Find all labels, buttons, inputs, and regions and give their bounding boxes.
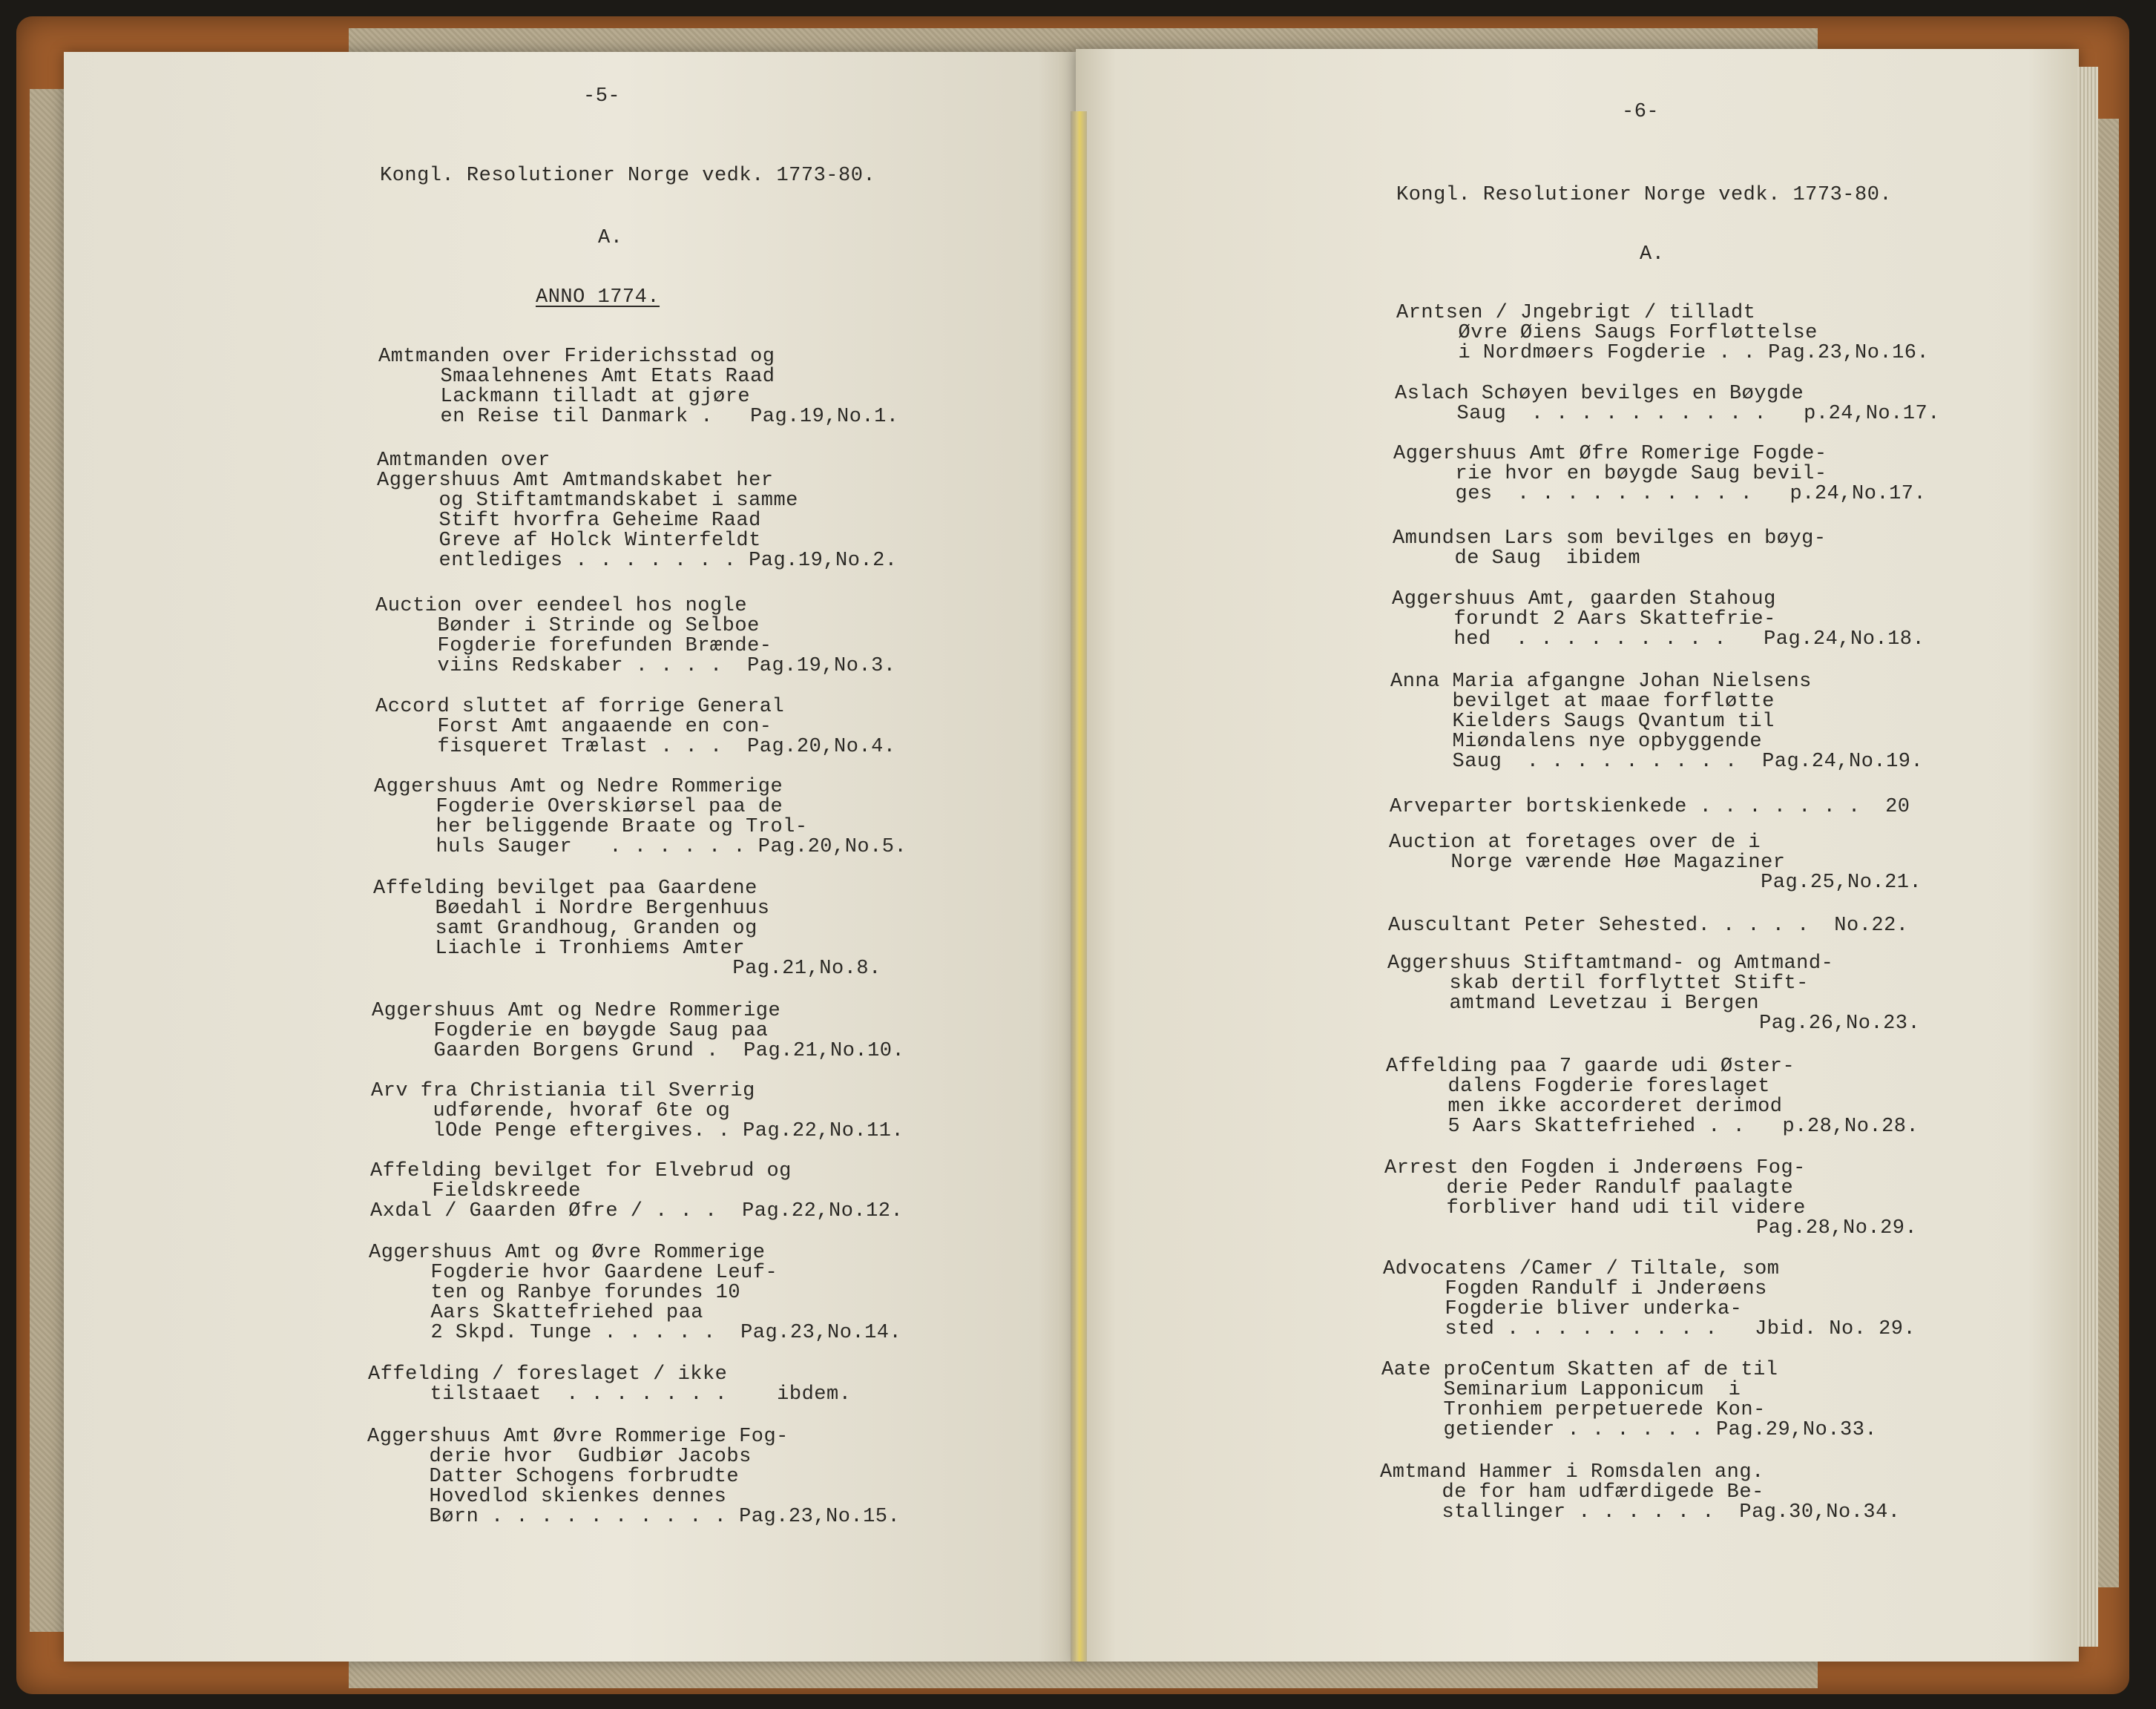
entry-line: Arv fra Christiania til Sverrig — [371, 1080, 755, 1102]
left-section-letter: A. — [598, 227, 623, 249]
entry-line: Greve af Holck Winterfeldt — [377, 530, 761, 552]
entry-line: Pag.28,No.29. — [1384, 1217, 1918, 1239]
right-section-letter: A. — [1640, 243, 1665, 266]
left-index-entry — [371, 1081, 904, 1142]
entry-line: Aars Skattefriehed paa — [369, 1302, 703, 1324]
entry-line: stallinger . . . . . . Pag.30,No.34. — [1380, 1501, 1901, 1524]
entry-line: Advocatens /Camer / Tiltale, som — [1383, 1258, 1780, 1280]
right-index-entry — [1388, 916, 1909, 936]
right-page-number: -6- — [1622, 101, 1660, 123]
entry-line: de for ham udfærdigede Be- — [1380, 1481, 1764, 1504]
entry-line: tilstaaet . . . . . . . ibdem. — [368, 1383, 852, 1406]
right-index-entry — [1389, 833, 1922, 893]
entry-line: Arveparter bortskienkede . . . . . . . 20 — [1390, 796, 1910, 818]
entry-line: Amtmand Hammer i Romsdalen ang. — [1380, 1461, 1764, 1484]
entry-line: Kielders Saugs Qvantum til — [1390, 711, 1775, 733]
left-index-entry — [372, 1001, 904, 1061]
entry-line: Forst Amt angaaende en con- — [375, 716, 772, 738]
right-index-entry — [1384, 1159, 1917, 1239]
left-index-entry — [378, 347, 899, 427]
entry-line: samt Grandhoug, Granden og — [373, 918, 757, 940]
entry-line: Saug . . . . . . . . . Pag.24,No.19. — [1390, 751, 1924, 773]
entry-line: Hovedlod skienkes dennes — [367, 1486, 727, 1508]
entry-line: Aggershuus Amt Amtmandskabet her — [377, 470, 774, 492]
book-spine — [1071, 111, 1087, 1662]
entry-line: lOde Penge eftergives. . Pag.22,No.11. — [371, 1120, 904, 1142]
entry-line: Aggershuus Amt Øvre Rommerige Fog- — [367, 1426, 789, 1448]
entry-line: Amtmanden over Friderichsstad og — [378, 346, 775, 368]
entry-line: Affelding paa 7 gaarde udi Øster- — [1386, 1056, 1795, 1078]
entry-line: sted . . . . . . . . . Jbid. No. 29. — [1383, 1318, 1916, 1340]
left-index-entry — [377, 451, 898, 571]
entry-line: Lackmann tilladt at gjøre — [378, 386, 751, 408]
entry-line: Amtmanden over — [377, 450, 550, 472]
right-index-entry — [1396, 303, 1929, 363]
entry-line: Affelding bevilget for Elvebrud og — [370, 1160, 792, 1182]
right-index-entry — [1380, 1463, 1901, 1523]
anno-heading: ANNO 1774. — [536, 286, 660, 309]
entry-line: Aggershuus Amt Øfre Romerige Fogde- — [1393, 443, 1827, 465]
entry-line: hed . . . . . . . . . Pag.24,No.18. — [1392, 628, 1925, 651]
right-index-entry — [1381, 1360, 1877, 1440]
entry-line: Fogden Randulf i Jnderøens — [1383, 1278, 1767, 1300]
entry-line: bevilget at maae forfløtte — [1390, 691, 1775, 713]
entry-line: dalens Fogderie foreslaget — [1386, 1076, 1770, 1098]
entry-line: Fogderie forefunden Brænde- — [375, 635, 772, 657]
left-index-entry — [375, 697, 896, 757]
entry-line: Aggershuus Stiftamtmand- og Amtmand- — [1387, 952, 1834, 975]
entry-line: getiender . . . . . . Pag.29,No.33. — [1381, 1419, 1878, 1441]
entry-line: Aslach Schøyen bevilges en Bøygde — [1395, 383, 1804, 405]
entry-line: derie hvor Gudbiør Jacobs — [367, 1446, 752, 1468]
entry-line: Aggershuus Amt og Nedre Rommerige — [374, 776, 783, 798]
entry-line: entlediges . . . . . . . Pag.19,No.2. — [377, 550, 898, 572]
entry-line: Øvre Øiens Saugs Forfløttelse — [1396, 322, 1818, 344]
entry-line: Auscultant Peter Sehested. . . . . No.22. — [1388, 915, 1909, 937]
right-index-entry — [1392, 590, 1925, 650]
entry-line: en Reise til Danmark . Pag.19,No.1. — [378, 406, 899, 428]
entry-line: Fogderie en bøygde Saug paa — [372, 1020, 769, 1042]
left-index-entry — [369, 1243, 901, 1343]
entry-line: men ikke accorderet derimod — [1386, 1096, 1783, 1118]
entry-line: amtmand Levetzau i Bergen — [1387, 992, 1760, 1015]
entry-line: skab dertil forflyttet Stift- — [1387, 972, 1809, 995]
entry-line: rie hvor en bøygde Saug bevil- — [1393, 463, 1827, 485]
entry-line: Affelding / foreslaget / ikke — [368, 1363, 728, 1386]
page-stack-edge — [2077, 67, 2098, 1647]
left-index-entry — [370, 1162, 903, 1222]
entry-line: i Nordmøers Fogderie . . Pag.23,No.16. — [1396, 342, 1930, 364]
entry-line: Bøedahl i Nordre Bergenhuus — [373, 898, 770, 920]
entry-line: Auction over eendeel hos nogle — [375, 595, 748, 617]
entry-line: Pag.26,No.23. — [1387, 1012, 1921, 1035]
entry-line: Stift hvorfra Geheime Raad — [377, 510, 761, 532]
entry-line: udførende, hvoraf 6te og — [371, 1100, 731, 1122]
entry-line: 2 Skpd. Tunge . . . . . Pag.23,No.14. — [369, 1322, 902, 1344]
entry-line: Seminarium Lapponicum i — [1381, 1379, 1741, 1401]
left-index-entry — [374, 777, 907, 857]
left-index-entry — [367, 1427, 900, 1527]
entry-line: Arrest den Fogden i Jnderøens Fog- — [1384, 1157, 1806, 1179]
entry-line: Aggershuus Amt, gaarden Stahoug — [1392, 588, 1776, 610]
left-index-entry — [375, 596, 896, 676]
left-index-entry — [373, 879, 881, 979]
entry-line: ten og Ranbye forundes 10 — [369, 1282, 741, 1304]
entry-line: fisqueret Trælast . . . Pag.20,No.4. — [375, 736, 896, 758]
right-index-entry — [1393, 529, 1827, 569]
entry-line: Axdal / Gaarden Øfre / . . . Pag.22,No.12. — [370, 1200, 904, 1222]
entry-line: derie Peder Randulf paalagte — [1384, 1177, 1794, 1199]
entry-line: Smaalehnenes Amt Etats Raad — [378, 366, 775, 388]
entry-line: Pag.25,No.21. — [1389, 872, 1922, 894]
entry-line: Fieldskreede — [370, 1180, 581, 1202]
entry-line: Auction at foretages over de i — [1389, 832, 1761, 854]
left-page-number: -5- — [583, 85, 621, 108]
entry-line: Aggershuus Amt og Øvre Rommerige — [369, 1242, 766, 1264]
entry-line: Amundsen Lars som bevilges en bøyg- — [1393, 527, 1827, 550]
entry-line: Norge værende Høe Magaziner — [1389, 852, 1786, 874]
left-index-entry — [368, 1365, 851, 1405]
entry-line: Accord sluttet af forrige General — [375, 696, 785, 718]
entry-line: Bønder i Strinde og Selboe — [375, 615, 760, 637]
right-index-entry — [1390, 672, 1923, 772]
entry-line: Pag.21,No.8. — [373, 958, 881, 980]
right-index-entry — [1390, 797, 1910, 817]
right-page-heading: Kongl. Resolutioner Norge vedk. 1773-80. — [1396, 184, 1893, 206]
entry-line: Datter Schogens forbrudte — [367, 1466, 740, 1488]
entry-line: Anna Maria afgangne Johan Nielsens — [1390, 671, 1812, 693]
entry-line: Saug . . . . . . . . . . p.24,No.17. — [1395, 403, 1940, 425]
entry-line: Liachle i Tronhiems Amter — [373, 938, 746, 960]
entry-line: ges . . . . . . . . . . p.24,No.17. — [1393, 483, 1927, 505]
right-index-entry — [1386, 1057, 1919, 1137]
entry-line: Aate proCentum Skatten af de til — [1381, 1359, 1778, 1381]
entry-line: Gaarden Borgens Grund . Pag.21,No.10. — [372, 1040, 905, 1062]
entry-line: Arntsen / Jngebrigt / tilladt — [1396, 302, 1756, 324]
entry-line: og Stiftamtmandskabet i samme — [377, 490, 798, 512]
entry-line: forundt 2 Aars Skattefrie- — [1392, 608, 1776, 630]
entry-line: Miøndalens nye opbyggende — [1390, 731, 1763, 753]
entry-line: forbliver hand udi til videre — [1384, 1197, 1806, 1219]
entry-line: Affelding bevilget paa Gaardene — [373, 877, 757, 900]
right-index-entry — [1387, 954, 1920, 1034]
entry-line: Aggershuus Amt og Nedre Rommerige — [372, 1000, 781, 1022]
right-index-entry — [1383, 1259, 1916, 1340]
entry-line: de Saug ibidem — [1393, 547, 1641, 570]
entry-line: 5 Aars Skattefriehed . . p.28,No.28. — [1386, 1116, 1919, 1138]
entry-line: Fogderie hvor Gaardene Leuf- — [369, 1262, 778, 1284]
entry-line: Børn . . . . . . . . . . Pag.23,No.15. — [367, 1506, 901, 1528]
entry-line: Fogderie bliver underka- — [1383, 1298, 1743, 1320]
left-page-heading: Kongl. Resolutioner Norge vedk. 1773-80. — [380, 165, 876, 187]
entry-line: Fogderie Overskiørsel paa de — [374, 796, 783, 818]
entry-line: huls Sauger . . . . . . Pag.20,No.5. — [374, 836, 907, 858]
entry-line: viins Redskaber . . . . Pag.19,No.3. — [375, 655, 896, 677]
right-index-entry — [1395, 384, 1940, 424]
entry-line: her beliggende Braate og Trol- — [374, 816, 808, 838]
entry-line: Tronhiem perpetuerede Kon- — [1381, 1399, 1766, 1421]
right-index-entry — [1393, 444, 1926, 504]
